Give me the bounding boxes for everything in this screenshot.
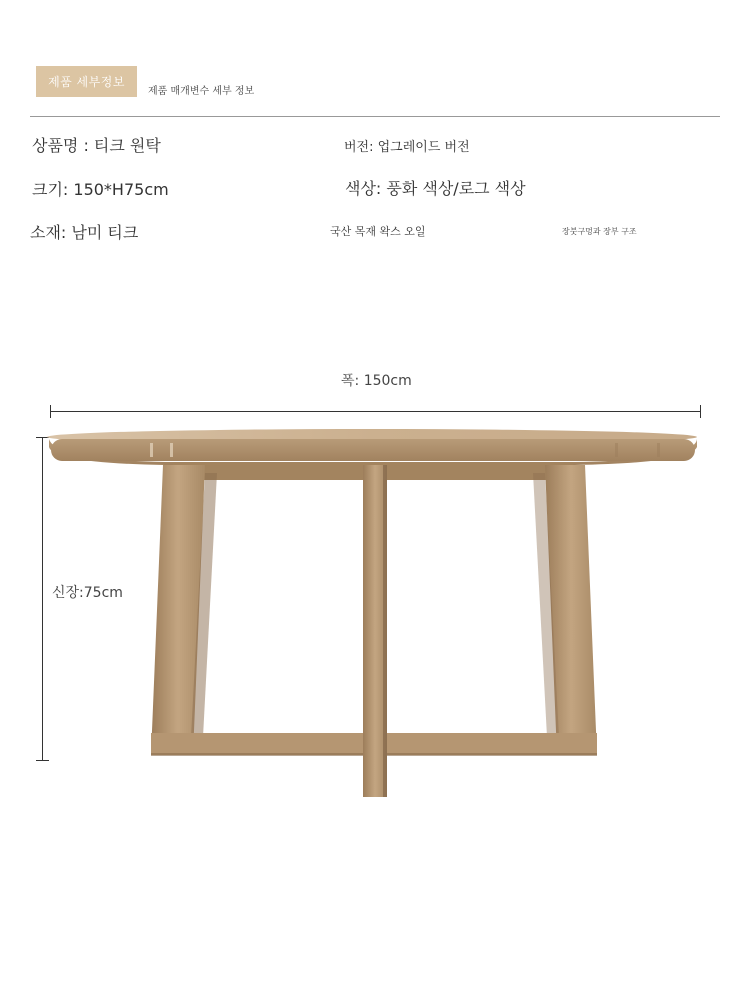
spec-product-name: 상품명 : 티크 원탁 [32, 136, 161, 155]
width-tick-right [700, 405, 701, 418]
spec-color: 색상: 풍화 색상/로그 색상 [345, 179, 526, 198]
width-tick-left [50, 405, 51, 418]
spec-structure: 장붓구멍과 장부 구조 [562, 227, 637, 236]
height-label: 신장:75cm [52, 585, 123, 601]
height-dimension-line [42, 437, 43, 760]
spec-material: 소재: 남미 티크 [30, 223, 139, 242]
section-badge: 제품 세부정보 [36, 66, 137, 97]
base-bottom-rail-right [387, 733, 597, 755]
header-divider [30, 116, 720, 117]
section-subtitle: 제품 매개변수 세부 정보 [148, 86, 255, 97]
tabletop-apron [51, 439, 695, 461]
table-image [45, 425, 705, 805]
base-bottom-rail-left [151, 733, 366, 755]
spec-finish: 국산 목재 왁스 오일 [330, 225, 426, 238]
spec-size: 크기: 150*H75cm [32, 180, 169, 199]
spec-version: 버전: 업그레이드 버전 [344, 140, 470, 155]
width-dimension-line [50, 411, 700, 412]
width-label: 폭: 150cm [341, 373, 412, 389]
